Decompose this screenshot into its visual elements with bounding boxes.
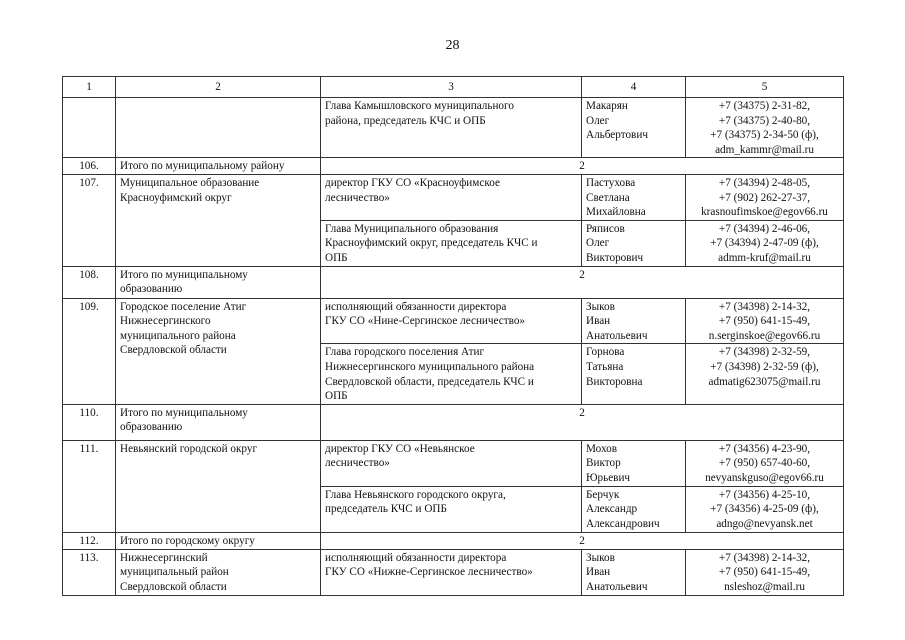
name-line: Татьяна xyxy=(586,360,624,373)
position-line: Красноуфимский округ, председатель КЧС и xyxy=(325,237,538,250)
total-label-cell xyxy=(116,158,321,175)
municipality-cell xyxy=(116,98,321,158)
phone-line: +7 (34394) 2-46-06, xyxy=(718,222,811,235)
name-line: Викторович xyxy=(586,251,644,264)
position-line: Глава Камышловского муниципального xyxy=(325,100,514,112)
position-cell xyxy=(321,98,582,158)
municipality-line: муниципальный район xyxy=(120,566,229,579)
phone-line: +7 (34394) 2-48-05, xyxy=(718,176,811,189)
position-cell xyxy=(321,220,582,266)
position-line: ГКУ СО «Нижне-Сергинское лесничество» xyxy=(325,566,533,579)
municipality-line: Свердловской области xyxy=(120,344,227,357)
phone-line: +7 (34375) 2-31-82, xyxy=(718,100,811,112)
table-row xyxy=(63,549,844,595)
phone-line: +7 (34375) 2-40-80, xyxy=(718,114,811,127)
row-number-cell: 108. xyxy=(63,266,116,298)
phone-line: +7 (34398) 2-14-32, xyxy=(718,300,811,313)
municipality-line: Нижнесергинский xyxy=(120,551,208,564)
person-name-cell xyxy=(582,549,686,595)
email-line: n.serginskoe@egov66.ru xyxy=(708,329,821,342)
municipality-cell xyxy=(116,298,321,404)
contacts-table xyxy=(62,76,844,596)
phone-line: +7 (34398) 2-32-59, xyxy=(718,346,811,359)
position-line: ГКУ СО «Нине-Сергинское лесничество» xyxy=(325,315,526,328)
row-number-cell: 107. xyxy=(63,174,116,266)
contacts-cell xyxy=(686,549,844,595)
position-line: директор ГКУ СО «Невьянское xyxy=(325,442,475,455)
municipality-line: Муниципальное образование xyxy=(120,176,260,189)
position-cell xyxy=(321,486,582,532)
row-number-cell: 112. xyxy=(63,532,116,549)
email-line: admm-kruf@mail.ru xyxy=(718,251,811,264)
municipality-line: Невьянский городской округ xyxy=(120,442,258,455)
table-row xyxy=(63,298,844,344)
position-line: Глава Муниципального образования xyxy=(325,222,499,235)
total-row xyxy=(63,266,844,298)
total-label-cell xyxy=(116,404,321,440)
phone-line: +7 (902) 262-27-37, xyxy=(718,191,811,204)
name-line: Олег xyxy=(586,237,610,250)
position-line: лесничество» xyxy=(325,457,390,470)
header-cell: 4 xyxy=(582,77,686,98)
email-line: admatig623075@mail.ru xyxy=(708,375,821,388)
table-row xyxy=(63,98,844,158)
person-name-cell xyxy=(582,486,686,532)
email-line: krasnoufimskoe@egov66.ru xyxy=(701,206,828,219)
phone-line: +7 (34375) 2-34-50 (ф), xyxy=(710,129,819,142)
name-line: Александрович xyxy=(586,517,660,530)
row-number-cell: 113. xyxy=(63,549,116,595)
row-number-cell: 106. xyxy=(63,158,116,175)
total-label-line: образованию xyxy=(120,283,183,296)
total-label-line: Итого по муниципальному xyxy=(120,406,248,419)
position-line: председатель КЧС и ОПБ xyxy=(325,503,447,516)
phone-line: +7 (950) 657-40-60, xyxy=(718,457,811,470)
total-label-cell xyxy=(116,532,321,549)
email-line: nsleshoz@mail.ru xyxy=(724,580,805,593)
contacts-cell xyxy=(686,298,844,344)
total-count-cell: 2 xyxy=(321,532,844,549)
person-name-cell xyxy=(582,98,686,158)
email-line: adngo@nevyansk.net xyxy=(716,517,813,530)
total-row xyxy=(63,158,844,175)
position-line: исполняющий обязанности директора xyxy=(325,551,507,564)
person-name-cell xyxy=(582,298,686,344)
name-line: Анатольевич xyxy=(586,580,648,593)
name-line: Светлана xyxy=(586,191,630,204)
contacts-cell xyxy=(686,440,844,486)
total-label-line: Итого по городскому округу xyxy=(120,534,255,547)
name-line: Виктор xyxy=(586,457,621,470)
name-line: Михайловна xyxy=(586,206,646,219)
name-line: Зыков xyxy=(586,551,615,564)
municipality-cell xyxy=(116,440,321,532)
position-line: лесничество» xyxy=(325,191,390,204)
total-count-cell: 2 xyxy=(321,404,844,440)
total-count-cell: 2 xyxy=(321,266,844,298)
name-line: Юрьевич xyxy=(586,471,631,484)
table-row xyxy=(63,440,844,486)
municipality-cell xyxy=(116,549,321,595)
total-label-line: образованию xyxy=(120,421,183,434)
contacts-cell xyxy=(686,174,844,220)
position-cell xyxy=(321,344,582,404)
person-name-cell xyxy=(582,344,686,404)
total-label-line: Итого по муниципальному району xyxy=(120,160,285,173)
name-line: Зыков xyxy=(586,300,615,313)
phone-line: +7 (950) 641-15-49, xyxy=(718,315,811,328)
row-number-cell: 110. xyxy=(63,404,116,440)
phone-line: +7 (34394) 2-47-09 (ф), xyxy=(710,237,819,250)
name-line: Иван xyxy=(586,566,611,579)
contacts-cell xyxy=(686,98,844,158)
position-line: исполняющий обязанности директора xyxy=(325,300,507,313)
phone-line: +7 (950) 641-15-49, xyxy=(718,566,811,579)
position-line: района, председатель КЧС и ОПБ xyxy=(325,114,486,127)
position-line: Глава городского поселения Атиг xyxy=(325,346,485,359)
contacts-cell xyxy=(686,220,844,266)
position-cell xyxy=(321,298,582,344)
position-line: Нижнесергинского муниципального района xyxy=(325,360,535,373)
person-name-cell xyxy=(582,440,686,486)
position-line: Свердловской области, председатель КЧС и xyxy=(325,375,534,388)
row-number-cell xyxy=(63,98,116,158)
municipality-line: Нижнесергинского xyxy=(120,315,211,328)
position-line: ОПБ xyxy=(325,251,348,264)
table-header-row xyxy=(63,77,844,98)
person-name-cell xyxy=(582,174,686,220)
total-label-cell xyxy=(116,266,321,298)
name-line: Мохов xyxy=(586,442,618,455)
contacts-cell xyxy=(686,486,844,532)
name-line: Ряписов xyxy=(586,222,625,235)
name-line: Анатольевич xyxy=(586,329,648,342)
total-row xyxy=(63,404,844,440)
municipality-cell xyxy=(116,174,321,266)
total-row xyxy=(63,532,844,549)
phone-line: +7 (34356) 4-23-90, xyxy=(718,442,811,455)
header-cell: 3 xyxy=(321,77,582,98)
email-line: adm_kammr@mail.ru xyxy=(715,143,814,156)
name-line: Макарян xyxy=(586,100,628,112)
position-cell xyxy=(321,174,582,220)
position-line: директор ГКУ СО «Красноуфимское xyxy=(325,176,500,189)
name-line: Пастухова xyxy=(586,176,636,189)
header-cell: 2 xyxy=(116,77,321,98)
row-number-cell: 111. xyxy=(63,440,116,532)
header-cell: 5 xyxy=(686,77,844,98)
phone-line: +7 (34356) 4-25-09 (ф), xyxy=(710,503,819,516)
position-line: ОПБ xyxy=(325,390,348,403)
phone-line: +7 (34356) 4-25-10, xyxy=(718,488,811,501)
phone-line: +7 (34398) 2-14-32, xyxy=(718,551,811,564)
name-line: Альбертович xyxy=(586,129,648,142)
table-row xyxy=(63,174,844,220)
page-number: 28 xyxy=(445,38,460,53)
name-line: Александр xyxy=(586,503,638,516)
name-line: Берчук xyxy=(586,488,620,501)
municipality-line: Городское поселение Атиг xyxy=(120,300,247,313)
municipality-line: муниципального района xyxy=(120,329,236,342)
total-label-line: Итого по муниципальному xyxy=(120,268,248,281)
municipality-line: Красноуфимский округ xyxy=(120,191,232,204)
position-line: Глава Невьянского городского округа, xyxy=(325,488,506,501)
name-line: Викторовна xyxy=(586,375,643,388)
person-name-cell xyxy=(582,220,686,266)
municipality-line: Свердловской области xyxy=(120,580,227,593)
name-line: Иван xyxy=(586,315,611,328)
header-cell: 1 xyxy=(63,77,116,98)
position-cell xyxy=(321,549,582,595)
name-line: Горнова xyxy=(586,346,625,359)
email-line: nevyanskguso@egov66.ru xyxy=(705,471,824,484)
name-line: Олег xyxy=(586,114,610,127)
position-cell xyxy=(321,440,582,486)
row-number-cell: 109. xyxy=(63,298,116,404)
total-count-cell: 2 xyxy=(321,158,844,175)
phone-line: +7 (34398) 2-32-59 (ф), xyxy=(710,360,819,373)
contacts-cell xyxy=(686,344,844,404)
